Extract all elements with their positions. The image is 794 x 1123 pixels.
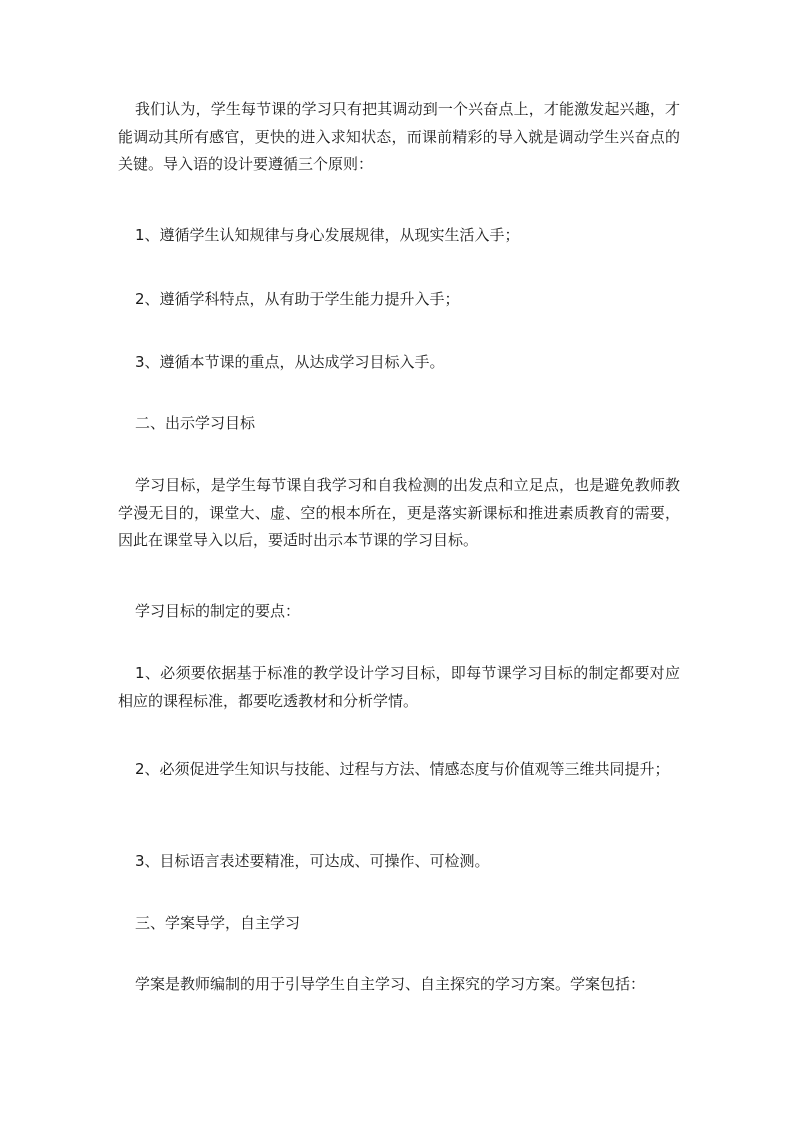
section-heading-3: 三、学案导学，自主学习	[135, 914, 301, 932]
objectives-points-heading: 学习目标的制定的要点：	[135, 602, 301, 620]
principle-item-3: 3、遵循本节课的重点，从达成学习目标入手。	[135, 353, 445, 371]
principle-item-1: 1、遵循学生认知规律与身心发展规律，从现实生活入手；	[135, 226, 520, 244]
study-guide-paragraph: 学案是教师编制的用于引导学生自主学习、自主探究的学习方案。学案包括：	[135, 975, 646, 993]
objective-point-2: 2、必须促进学生知识与技能、过程与方法、情感态度与价值观等三维共同提升；	[135, 760, 670, 778]
intro-paragraph: 我们认为，学生每节课的学习只有把其调动到一个兴奋点上，才能激发起兴趣，才能调动其所有感官，更快的进入求知状态，而课前精彩的导入就是调动学生兴奋点的关键。导入语的设计要遵循三个原则：	[118, 100, 680, 173]
objectives-paragraph: 学习目标，是学生每节课自我学习和自我检测的出发点和立足点，也是避免教师教学漫无目的，课堂大、虚、空的根本所在，更是落实新课标和推进素质教育的需要，因此在课堂导入以后，要适时出示本节课的学习目标。	[118, 476, 680, 549]
principle-item-2: 2、遵循学科特点，从有助于学生能力提升入手；	[135, 290, 460, 308]
objective-point-3: 3、目标语言表述要精准，可达成、可操作、可检测。	[135, 852, 490, 870]
objective-point-1: 1、必须要依据基于标准的教学设计学习目标，即每节课学习目标的制定都要对应相应的课程标准，都要吃透教材和分析学情。	[118, 664, 680, 710]
section-heading-2: 二、出示学习目标	[135, 414, 256, 432]
